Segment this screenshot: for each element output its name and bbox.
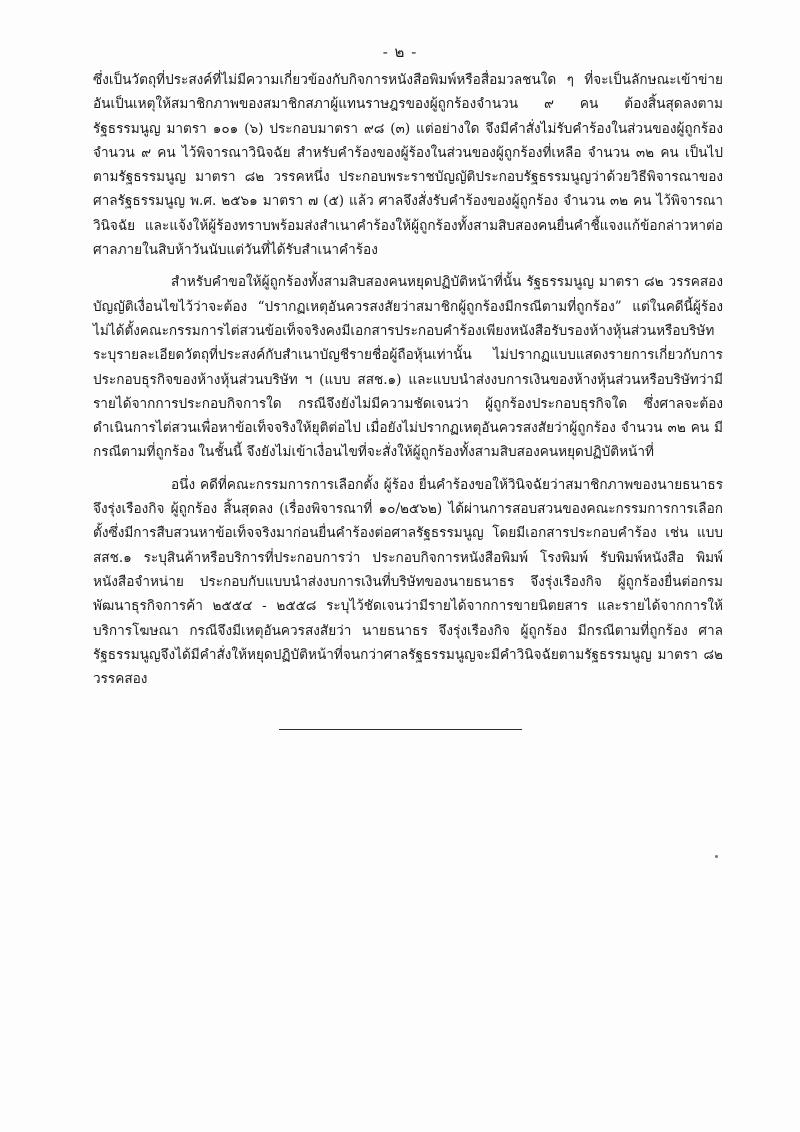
end-of-text-rule <box>279 729 522 730</box>
page-number: - ๒ - <box>382 43 418 61</box>
paragraph-continuation: ซึ่งเป็นวัตถุที่ประสงค์ที่ไม่มีความเกี่ยวข้องกับกิจการหนังสือพิมพ์หรือสื่อมวลชนใด ๆ ที่จะเป็นลักษณะเข้าข่ายอันเป็นเหตุให้สมาชิกภาพของสมาชิกสภาผู้แทนราษฎรของผู้ถูกร้องจำนวน ๙ คน ต้องสิ้นสุดลงตามรัฐธรรมนูญ มาตรา ๑๐๑ (๖) ประกอบมาตรา ๙๘ (๓) แต่อย่างใด จึงมีคำสั่งไม่รับคำร้องในส่วนของผู้ถูกร้อง จำนวน ๙ คน ไว้พิจารณาวินิจฉัย สำหรับคำร้องของผู้ร้องในส่วนของผู้ถูกร้องที่เหลือ จำนวน ๓๒ คน เป็นไปตามรัฐธรรมนูญ มาตรา ๘๒ วรรคหนึ่ง ประกอบพระราชบัญญัติประกอบรัฐธรรมนูญว่าด้วยวิธีพิจารณาของศาลรัฐธรรมนูญ พ.ศ. ๒๕๖๑ มาตรา ๗ (๕) แล้ว ศาลจึงสั่งรับคำร้องของผู้ถูกร้อง จำนวน ๓๒ คน ไว้พิจารณาวินิจฉัย และแจ้งให้ผู้ร้องทราบพร้อมส่งสำเนาคำร้องให้ผู้ถูกร้องทั้งสามสิบสองคนยื่นคำชี้แจงแก้ข้อกล่าวหาต่อศาลภายในสิบห้าวันนับแต่วันที่ได้รับสำเนาคำร้อง <box>93 72 723 259</box>
document-body <box>93 68 723 699</box>
paragraph-suspension-request: สำหรับคำขอให้ผู้ถูกร้องทั้งสามสิบสองคนหยุดปฏิบัติหน้าที่นั้น รัฐธรรมนูญ มาตรา ๘๒ วรรคสอง บัญญัติเงื่อนไขไว้ว่าจะต้อง “ปรากฏเหตุอันควรสงสัยว่าสมาชิกผู้ถูกร้องมีกรณีตามที่ถูกร้อง” แต่ในคดีนี้ผู้ร้องไม่ได้ตั้งคณะกรรมการไต่สวนข้อเท็จจริงคงมีเอกสารประกอบคำร้องเพียงหนังสือรับรองห้างหุ้นส่วนหรือบริษัทระบุรายละเอียดวัตถุที่ประสงค์กับสำเนาบัญชีรายชื่อผู้ถือหุ้นเท่านั้น ไม่ปรากฏแบบแสดงรายการเกี่ยวกับการประกอบธุรกิจของห้างหุ้นส่วนบริษัท ฯ (แบบ สสช.๑) และแบบนำส่งงบการเงินของห้างหุ้นส่วนหรือบริษัทว่ามีรายได้จากการประกอบกิจการใด กรณีจึงยังไม่มีความชัดเจนว่า ผู้ถูกร้องประกอบธุรกิจใด ซึ่งศาลจะต้องดำเนินการไต่สวนเพื่อหาข้อเท็จจริงให้ยุติต่อไป เมื่อยังไม่ปรากฏเหตุอันควรสงสัยว่าผู้ถูกร้อง จำนวน ๓๒ คน มีกรณีตามที่ถูกร้อง ในชั้นนี้ จึงยังไม่เข้าเงื่อนไขที่จะสั่งให้ผู้ถูกร้องทั้งสามสิบสองคนหยุดปฏิบัติหน้าที่ <box>93 274 723 461</box>
paragraph-precedent-case: อนึ่ง คดีที่คณะกรรมการการเลือกตั้ง ผู้ร้อง ยื่นคำร้องขอให้วินิจฉัยว่าสมาชิกภาพของนายธนาธร จึงรุ่งเรืองกิจ ผู้ถูกร้อง สิ้นสุดลง (เรื่องพิจารณาที่ ๑๐/๒๕๖๒) ได้ผ่านการสอบสวนของคณะกรรมการการเลือกตั้งซึ่งมีการสืบสวนหาข้อเท็จจริงมาก่อนยื่นคำร้องต่อศาลรัฐธรรมนูญ โดยมีเอกสารประกอบคำร้อง เช่น แบบ สสช.๑ ระบุสินค้าหรือบริการที่ประกอบการว่า ประกอบกิจการหนังสือพิมพ์ โรงพิมพ์ รับพิมพ์หนังสือ พิมพ์หนังสือจำหน่าย ประกอบกับแบบนำส่งงบการเงินที่บริษัทของนายธนาธร จึงรุ่งเรืองกิจ ผู้ถูกร้องยื่นต่อกรมพัฒนาธุรกิจการค้า ๒๕๕๔ - ๒๕๕๘ ระบุไว้ชัดเจนว่ามีรายได้จากการขายนิตยสาร และรายได้จากการให้บริการโฆษณา กรณีจึงมีเหตุอันควรสงสัยว่า นายธนาธร จึงรุ่งเรืองกิจ ผู้ถูกร้อง มีกรณีตามที่ถูกร้อง ศาลรัฐธรรมนูญจึงได้มีคำสั่งให้หยุดปฏิบัติหน้าที่จนกว่าศาลรัฐธรรมนูญจะมีคำวินิจฉัยตามรัฐธรรมนูญ มาตรา ๘๒ วรรคสอง <box>93 476 723 688</box>
scan-speck <box>715 855 718 858</box>
